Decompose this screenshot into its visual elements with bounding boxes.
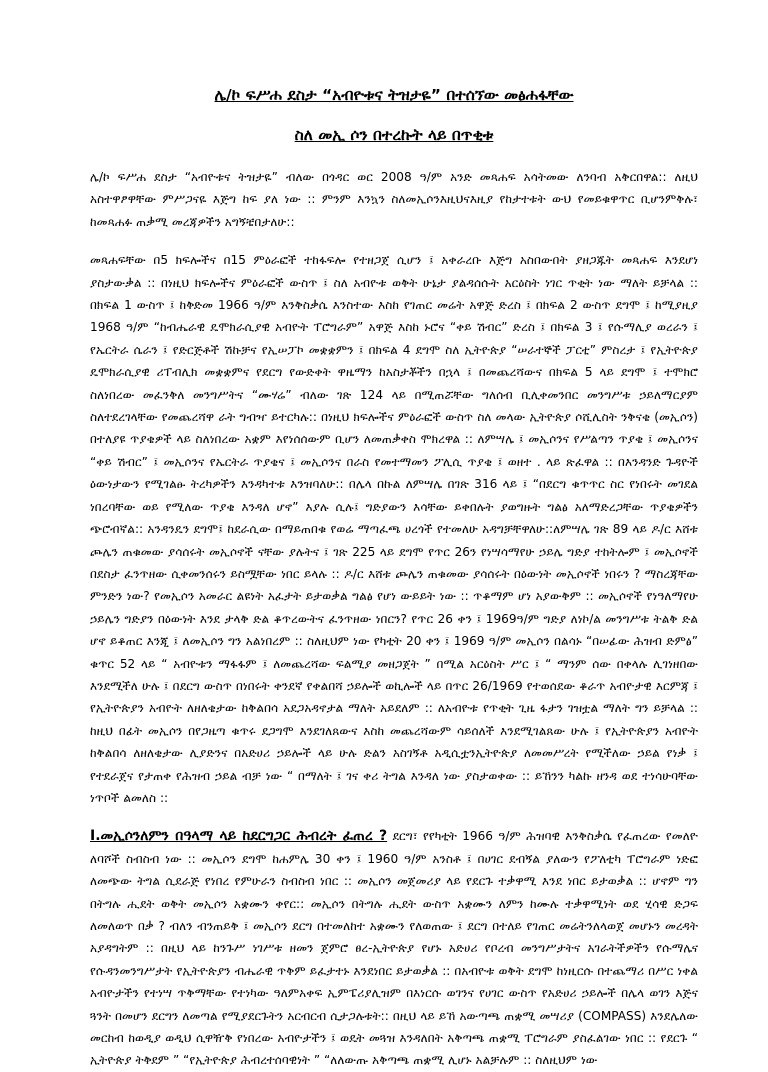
intro-paragraph: ሌ/ኮ ፍሥሐ ደስታ “አብዮቱና ትዝታዬ” ብለው በጎዳር ወር 2008 ዓ/ም አንድ መጻሐፍ አሳትመው ለንባብ አቅርበዋል:: ለዚህ አስተዋፆዋቸው ምሥጋናዬ እጅግ ከፍ ያለ ነው :: ምንም እንኳን ስለመኢሶንእዚህናእዚያ የከታተቱት ውህ የመይቁዋጥር ቢሆንምቅሉ፣ ከመጻሐፉ ጠቃሚ መረጃዎችን አግኝቼበታለሁ:: bbox=[90, 170, 698, 229]
document-subtitle: ስለ መኢ ሶን በተረኩት ላይ በጥቂቱ bbox=[294, 126, 494, 144]
document-title: ሌ/ኮ ፍሥሐ ደስታ “አብዮቱና ትዝታዬ” በተሰኘው መፅሐፋቸው bbox=[214, 86, 574, 104]
body-paragraph: መጻሐፍቸው በ5 ክፍሎችና በ15 ምዕራፎች ተከፋፍሎ የተዘጋጀ ሲሆን ፤ አቀራረቡ እጅግ አስበውበት ያዘጋጁት መጻሐፍ እንደሆነ ያስታውቃል :: በነዚህ ክፍሎችና ምዕራፎች ውስጥ ፤ ስለ አብዮቱ ወቅት ሁኔታ ያልዳሰሱት አርዕስት ነገር ጥቂት ነው ማለት ይቻላል :: በክፍል 1 ውስጥ ፤ ከቅድመ 1966 ዓ/ም እንቅስቃሴ እንስተው እስከ የገጠር መሬት አዋጅ ድረስ ፤ በክፍል 2 ውስጥ ደግሞ ፤ ከሚያዚያ 1968 ዓ/ም “ከብሔራዊ ዴሞክራሲያዊ አብዮት ፐሮግራም” አዋጅ እስከ ኑሮና “ቀይ ሽብር” ድረስ ፤ በክፍል 3 ፤ የሱማሊያ ወረራን ፤ የኤርትራ ሴራን ፤ የድርጅቶች ሽኩቻና የኢሠፓኮ መቋቋምን ፤ በክፍል 4 ደግሞ ስለ ኢትዮጵያ “ሠራተኞች ፓርቲ” ምስረታ ፤ የኢትዮጵያ ዴሞክራሲያዊ ሪፐብሊክ መቋቋምና የደርግ የውድቀት ዋዜማን ከአስታቾችን በኋላ ፤ በመጨረሻውና በክፍል 5 ላይ ደግሞ ፤ ተሞክሮ ስለነበረው መፈንቅለ መንግሥትና “ሙሃሬ” ብለው ገጽ 124 ላይ በሚጠሯቸው ግለሰብ ቢሊቀመንበር መንግሥቱ ኃይለማርያም ስለተደረገላቸው የመጨረሻዋ ራት ግብዣ ይተርካሉ:: በነዚህ ክፍሎችና ምዕራፎች ውስጥ ስለ መላው ኢትዮጵያ ሶሺሊስት ንቅናቄ (መኢሶን) በተለያዩ ጥያቄዎች ላይ ስለነበረው አቋም እየነሰሰውም ቢሆን ለመጠቃቀስ ሞክረዋል :: ለምሣሌ ፤ መኢሶንና የሥልጣን ጥያቄ ፤ መኢሶንና “ቀይ ሽብር” ፤ መኢሶንና የኤርትራ ጥያቄና ፤ መኢሶንና በራስ የመተማመን ፖሊሲ ጥያቄ ፤ ወዘተ . ላይ ጽፈዋል :: በእንዳንድ ጉዳዮች ዕውነታውን የሚገልፁ ትረካዎችን እንዳካተቱ እንዝባለሁ:: በሌላ በኩል ለምሣሌ በገጽ 316 ላይ ፤ “በደርግ ቁጥጥር ስር የነበሩት መገደል ነበረባቸው ወይ የሚለው ጥያቄ እንዳለ ሆኖ” እያሉ ሲሉ፤ ግድያውን እሳቸው ይቀበሉት ያወግዙት ግልፅ አለማድረጋቸው ጥያቄዎችን ጭሮብኛል:: አንዳንዴን ደግሞ፤ ከደራሲው በማይጠበቁ የወሬ ማጣፈጫ ሀረጎች የተመለሁ አዳግቻቸዋለሁ::ለምሣሌ ገጽ 89 ላይ ዶ/ር እሸቱ ጮሌን ጠቁመው ያሳሰሩት መኢሶኖች ናቸው ያሉትና ፤ ገጽ 225 ላይ ደግሞ የጥር 26ን የነሣሳማየሁ ኃይሌ ግድያ ተከትሎም ፤ መኢሶኖች በደስታ ፈንጥዘው ሲቀመንሰሩን ይስሟቸው ነበር ይላሉ :: ዶ/ር እሸቱ ጮሌን ጠቁመው ያሳሰሩት በዕውነት መኢሶኖች ነበሩን ? ማስረጃቸው ምንድን ነው? የመኢሶን አመራር ልዩነት አፈታት ይታወቃል ግልፅ የሆነ ውይይት ነው :: ጥቆማም ሆነ አያውቅም :: መኢሶኖች የነዓለማየሁ ኃይሌን ግድያን በዕውነት እንደ ታላቅ ድል ቆጥረውትና ፈንጥዘው ነበርን? የጥር 26 ቀን ፤ 1969ዓ/ም ግድያ ለነኮ/ል መንግሥቱ ትልቅ ድል ሆኖ ይቆጠር እንጂ ፤ ለመኢሶን ግን አልነበረም :: ስለዚህም ነው የካቲት 20 ቀን ፤ 1969 ዓ/ም መኢሶን በልሳኑ “በሠፊው ሕዝብ ድምፅ” ቁጥር 52 ላይ “ አብዮቱን ማፋፋም ፤ ለመጨረሻው ፍልሚያ መዘጋጀት ” በሚል አርዕስት ሥር ፤ “ ማንም ሰው በቀላሉ ሊገነዘበው እንደሚችለ ሁሉ ፤ በደርግ ውስጥ በነበሩት ቀንደኛ የቀልበሻ ኃይሎች ወኪሎች ላይ በጥር 26/1969 የተወሰደው ቆራጥ አብዮታዊ እርምጃ ፤ የኢትዮጵያን አብዮት ለዘለቄታው ከቅልበሳ አደጋአዳኖታል ማለት አይደለም :: ለአብዮቱ የጥቂት ጊዜ ፋታን ገዝቷል ማለት ግን ይቻላል :: ከዚህ በፊት መኢሶን በየጋዜጣ ቁጥሩ ደጋግሞ እንደገለጸውና እስከ መጨረሻውም ሳይሰለች እንደሚገልጸው ሁሉ ፤ የኢትዮጵያን አብዮት ከቅልበሳ ለዘለቄታው ሊያድንና በአድሀሪ ኃይሎች ላይ ሁሉ ድልን አስገኝቶ አዲሲቷንኢትዮጵያ ለመመሥረት የሚችለው ኃይል የነቃ ፤ የተደራጀና የታጠቀ የሕዝብ ኃይል ብቻ ነው “ በማለት ፤ ገና ቀሪ ትግል እንዳለ ነው ያስታወቀው :: ይኸንን ካልኩ ዘንዳ ወደ ተነሳሁባቸው ነጥቦች ልመለስ :: bbox=[90, 253, 698, 805]
section-paragraph bbox=[90, 825, 698, 1071]
section-text: ደርግ፣ የየካቲት 1966 ዓ/ም ሕዝባዊ እንቅስቃሴ የፈጠረው የመለዮ ለባሾች ስብስብ ነው :: መኢሶን ደግሞ ከሐምሌ 30 ቀን ፤ 1960 ዓ/ም አንስቶ ፤ በሀገር ደብኝል ያለውን የፖለቲካ ፐሮግራም ነድፎ ለመጭው ትግል ሲደራጅ የነበረ የምሁራን ስብስብ ነበር :: መኢሶን መጀመሪያ ላይ የደርጉ ተቃዋሚ እንደ ነበር ይታወቃል :: ሆኖም ግን በትግሉ ሒደት ወቅት መኢሶን አቋሙን ቀየር:: መኢሶን በትግሉ ሒደት ውስጥ አቋሙን ለምን ከሙሉ ተቃዋሚነት ወደ ሂሳዊ ድጋፍ ለመለወጥ በቃ ? ብለን ብንጠይቅ ፤ መኢሶን ደርግ በተመለከተ አቋሙን የለወጠው ፤ ደርግ በተለይ የገጠር መሬትንለላወጀ መሆኑን መረዳት አያዳግትም :: በዚህ ላይ ከንጉሥ ነገሥቱ ዘመን ጀምሮ ፀረ-ኢትዮጵያ የሆኑ አድሀሪ የቦረብ መንግሥታትና አገራትችዎችን የሱማሌና የሱዳንመንግሥታት የኢትዮጵያን ብሔራዊ ጥቅም ይፈታተኑ እንደነበር ይታወቃል :: በአብዮቱ ወቅት ደግሞ ከነዚርሱ በተጨማሪ በሥር ነቀል አብዮታችን የተነሣ ጥቅማቸው የተነካው ዓለምአቀፍ ኢምፔሪያሊዝም በእነርሱ ወገንና የሀገር ውስጥ የአድሀሪ ኃይሎች በሌላ ወገን እጅና ጓንት በመሆን ደርግን ለመጣል የሚያደርጉትን አርብርብ ሲታጋሉቱት:: በዚህ ላይ ይኸ አውጣጫ ጠቋሚ መሣሪያ (COMPASS) እንደሌለው መርከብ ከወዲያ ወዲህ ሲዋዥቅ የነበረው አብዮታችን ፤ ወዴት መጓዝ እንዳለበት አቅጣጫ ጠቋሚ ፐሮግራም ያስፈልገው ነበር :: የደርጉ “ ኢትዮጵያ ትቅደም ” “የኢትዮጵያ ሕብረተሰባዊነት ” “ለለውጡ አቅጣጫ ጠቋሚ ሊሆኑ አልቻሉም :: ስለዚህም ነው bbox=[90, 829, 698, 1068]
section-heading: I.መኢሶንለምን በዓላማ ላይ ከደርግጋር ሕብረት ፈጠረ ? bbox=[90, 828, 388, 845]
